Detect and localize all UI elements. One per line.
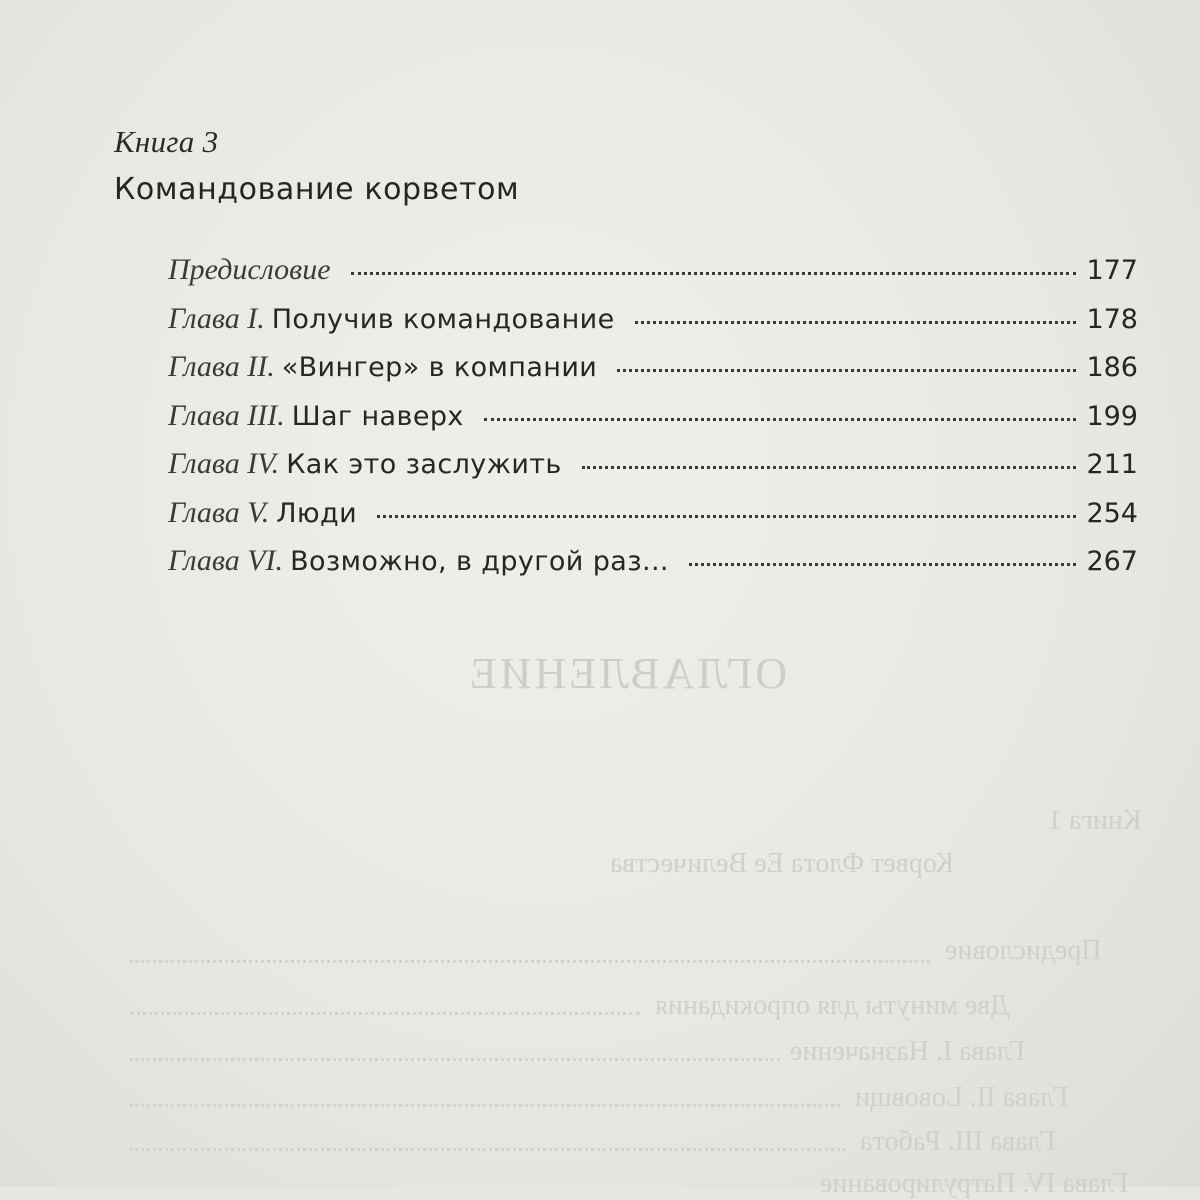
toc-entry-chapter-1 (168, 302, 1138, 351)
toc-entry-prefix: Глава IV. (168, 447, 280, 480)
toc-entry-title: Получив командование (271, 303, 615, 335)
bleed-line-1: Предисловие (945, 935, 1102, 966)
bleed-leader-3 (130, 1058, 780, 1061)
table-of-contents (168, 253, 1138, 593)
bleed-line-4: Глава II. Loвовщи (855, 1082, 1069, 1113)
dot-leader (689, 563, 1076, 566)
toc-entry-page: 199 (1086, 400, 1138, 432)
dot-leader (617, 369, 1076, 372)
book-title: Командование корветом (114, 172, 520, 207)
toc-entry-title: Шаг наверх (291, 400, 464, 432)
toc-entry-chapter-3 (168, 399, 1138, 448)
toc-entry-page: 267 (1086, 546, 1138, 577)
toc-entry-prefix: Глава V. (168, 495, 270, 529)
toc-entry-title: Как это заслужить (286, 449, 562, 480)
toc-entry-prefix: Глава VI. (168, 544, 284, 577)
dot-leader (377, 515, 1076, 518)
toc-entry-preface (168, 253, 1138, 302)
book-label: Книга 3 (114, 124, 219, 159)
bleed-line-5: Глава III. Работа (860, 1126, 1056, 1157)
toc-entry-prefix: Глава I. (168, 301, 265, 335)
toc-entry-chapter-2 (168, 350, 1138, 399)
bleed-heading: ОГЛАВЛЕНИЕ (466, 649, 788, 698)
toc-entry-chapter-6 (168, 544, 1138, 593)
bleed-line-2: Две минуты для опрокидания (655, 990, 1010, 1021)
toc-entry-page: 178 (1086, 303, 1138, 335)
toc-entry-title: Возможно, в другой раз... (290, 546, 669, 577)
bleed-leader-4 (130, 1104, 840, 1107)
bleed-line-6: Глава IV. Патрулирование (820, 1168, 1129, 1199)
toc-entry-chapter-5 (168, 496, 1138, 545)
toc-entry-prefix: Предисловие (168, 253, 331, 286)
bleed-leader-1 (130, 960, 930, 963)
dot-leader (484, 418, 1076, 421)
dot-leader (582, 466, 1076, 469)
dot-leader (351, 272, 1076, 275)
toc-entry-title: Люди (276, 497, 358, 529)
bleed-book-label: Книга 1 (1048, 805, 1142, 836)
dot-leader (635, 321, 1076, 324)
bleed-leader-5 (130, 1148, 845, 1151)
toc-entry-prefix: Глава II. (168, 350, 275, 383)
bleed-line-3: Глава I. Назначение (790, 1036, 1025, 1067)
toc-entry-page: 177 (1086, 255, 1138, 286)
bleed-leader-2 (130, 1012, 640, 1015)
toc-entry-title: «Вингер» в компании (281, 352, 598, 383)
toc-entry-prefix: Глава III. (168, 398, 285, 432)
toc-entry-page: 254 (1086, 497, 1138, 529)
toc-entry-chapter-4 (168, 447, 1138, 496)
toc-entry-page: 211 (1086, 449, 1138, 480)
bleed-book-title: Корвет Флота Ее Величества (610, 848, 955, 879)
toc-entry-page: 186 (1086, 352, 1138, 383)
